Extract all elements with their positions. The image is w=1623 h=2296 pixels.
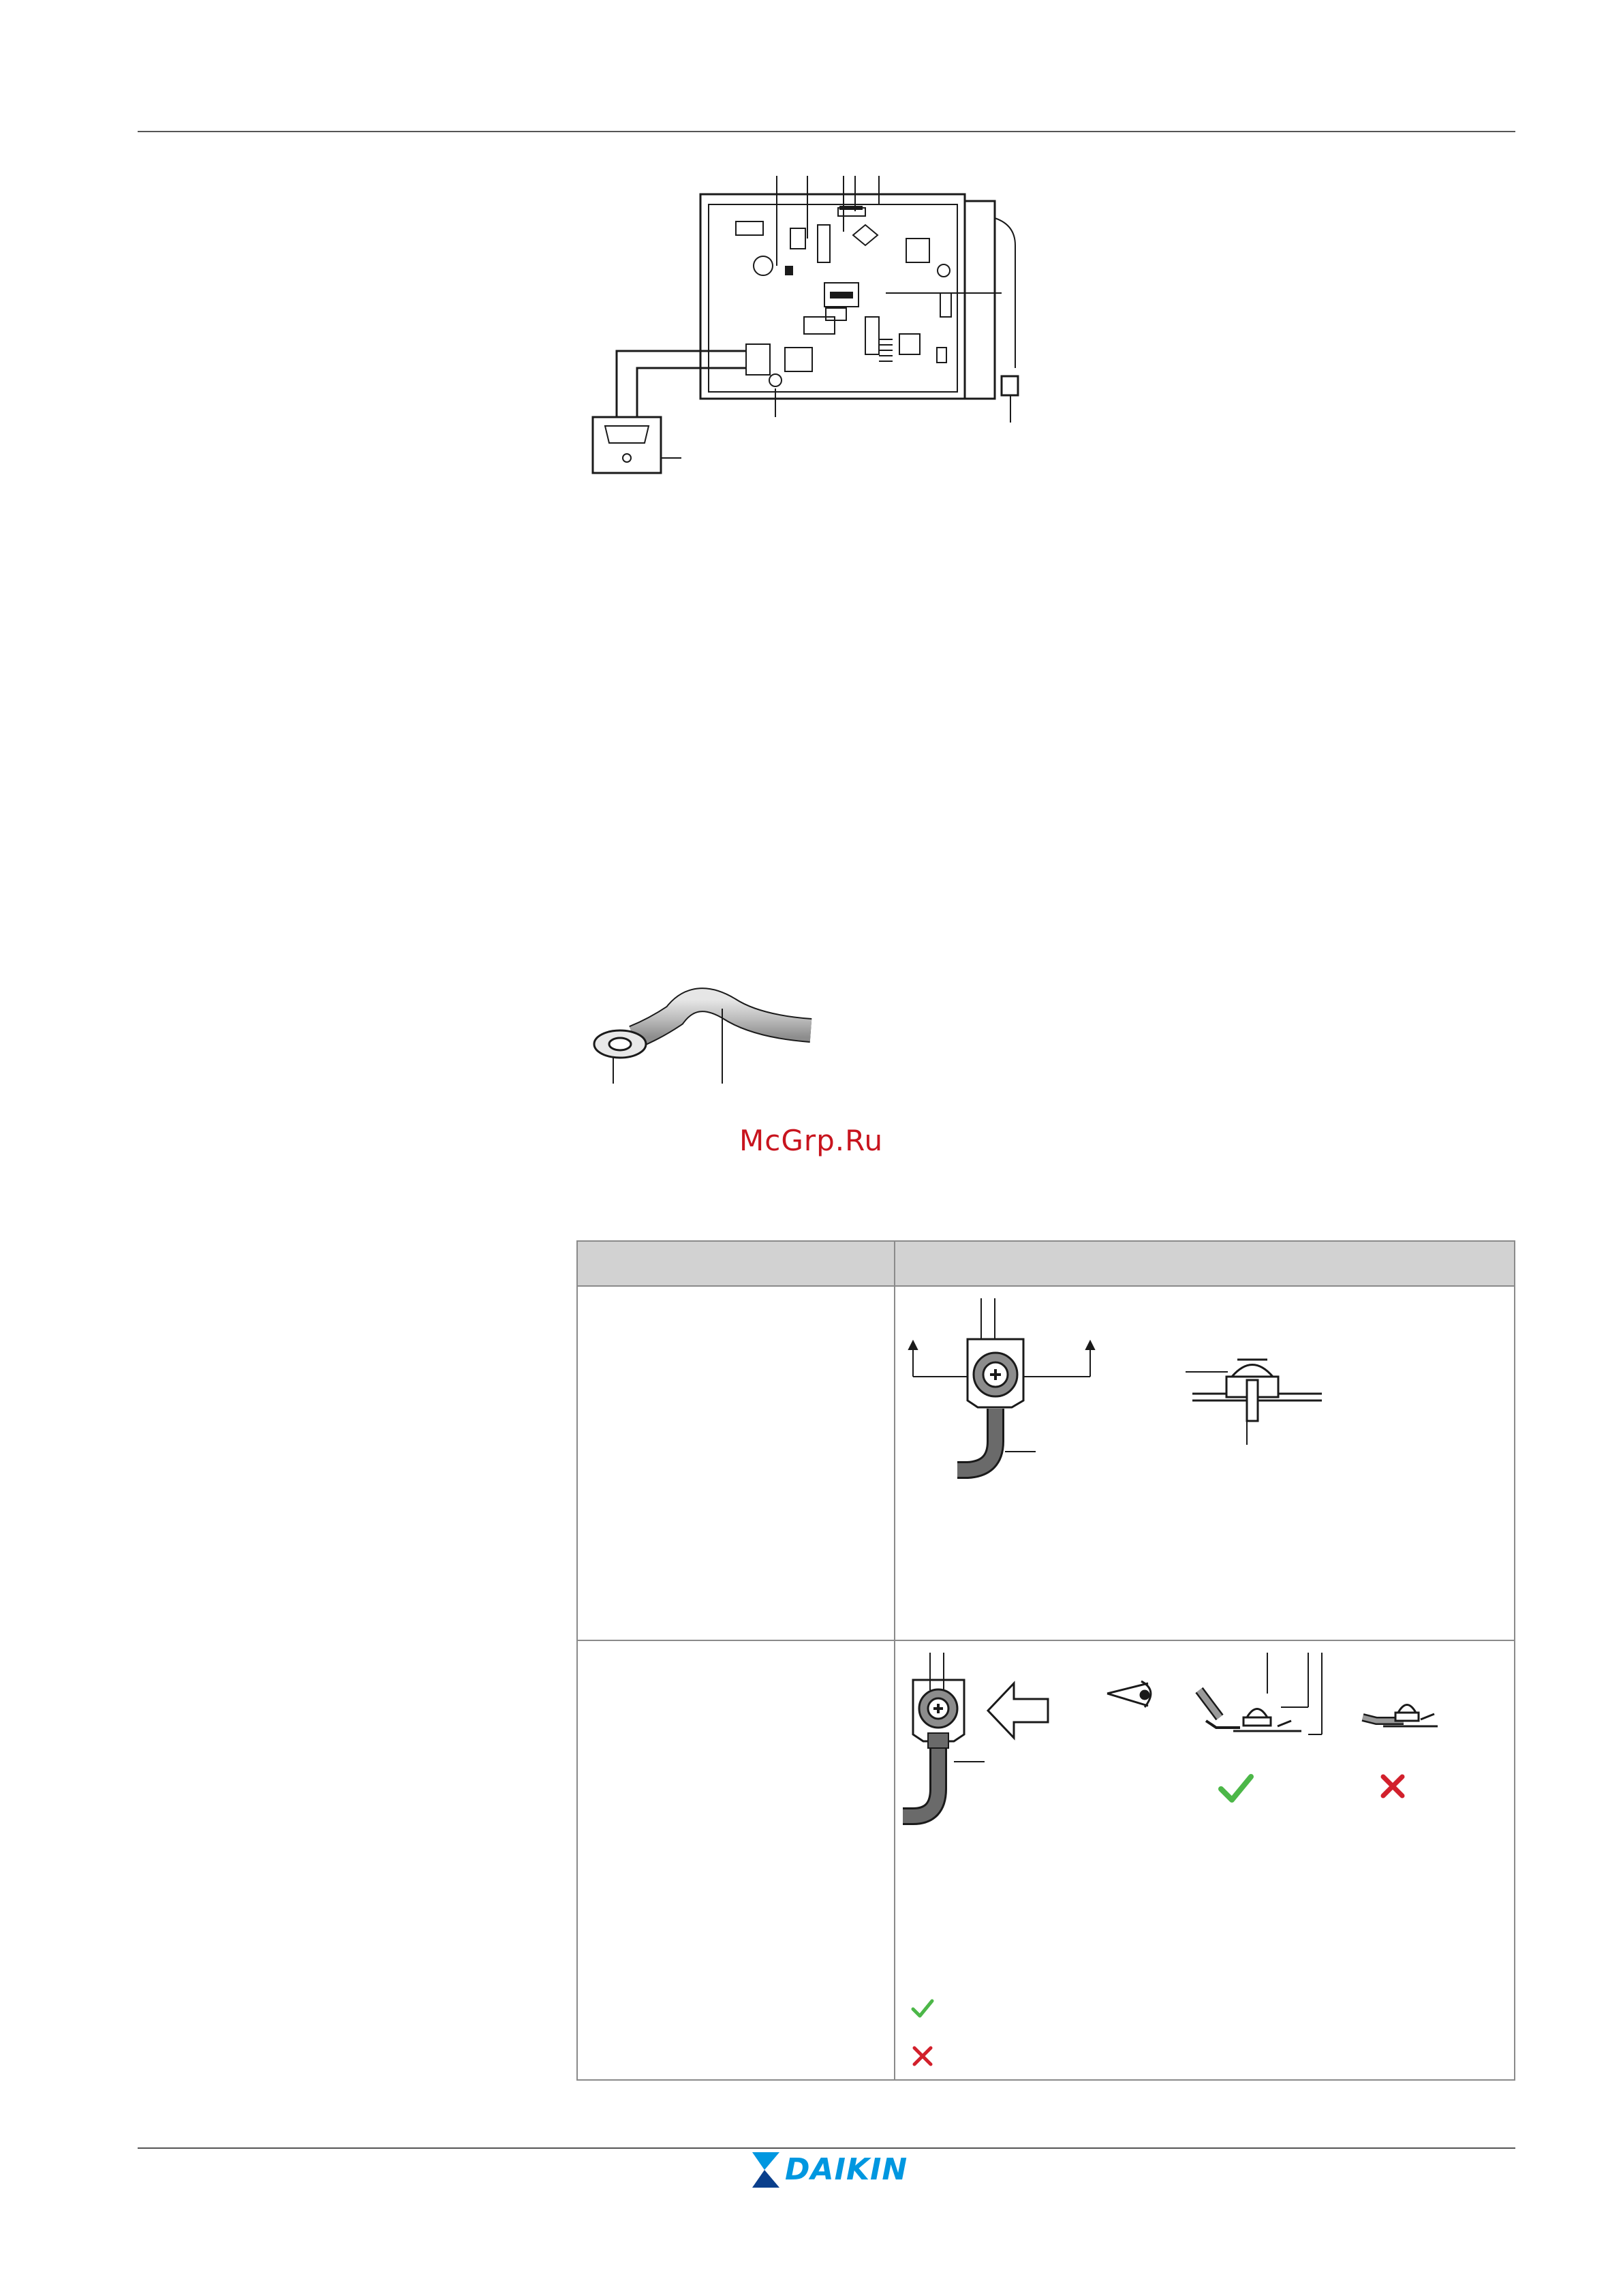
cross-icon [1383,1777,1402,1796]
arrow-left-icon [988,1683,1048,1738]
table-row-divider [578,1640,1514,1641]
brand-name: DAIKIN [785,2152,908,2187]
pcb-wiring-figure [586,164,1063,491]
check-icon [1221,1777,1251,1800]
daikin-logo-icon [752,2152,782,2190]
footer-rule [138,2147,1515,2149]
table-column-divider [894,1242,895,2079]
ring-terminal-figure [593,981,824,1090]
table-header [578,1242,1514,1287]
cross-icon [910,2044,935,2071]
eye-icon [1107,1681,1151,1707]
header-rule [138,131,1515,132]
terminal-orientation-illustration [899,1653,1444,1857]
terminal-screw-illustration [899,1298,1390,1489]
check-icon [909,1995,936,2025]
watermark: McGrp.Ru [739,1124,884,1157]
